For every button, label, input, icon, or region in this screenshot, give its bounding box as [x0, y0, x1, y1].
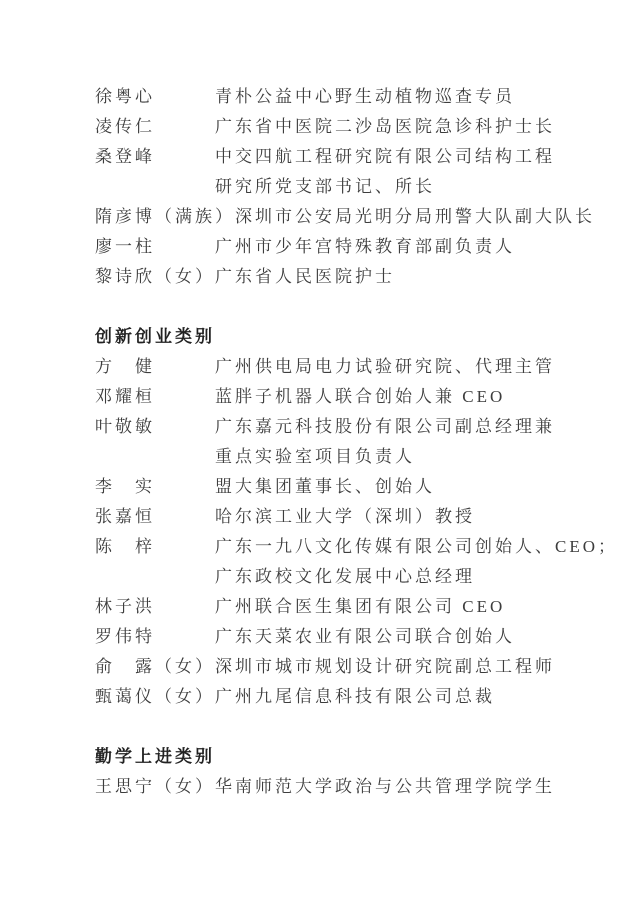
person-title-line: 广东天菜农业有限公司联合创始人	[215, 627, 515, 646]
category-section	[95, 82, 625, 292]
person-title-line: 深圳市公安局光明分局刑警大队副大队长	[235, 207, 595, 226]
person-title	[215, 382, 625, 412]
person-title	[215, 472, 625, 502]
person-title-line: 盟大集团董事长、创始人	[215, 477, 435, 496]
roster-entry	[95, 622, 625, 652]
person-title	[215, 532, 625, 592]
roster-entry	[95, 232, 625, 262]
person-title-line: 广州市少年宫特殊教育部副负责人	[215, 237, 515, 256]
roster-entry	[95, 652, 625, 682]
person-title-line: 广州联合医生集团有限公司 CEO	[215, 597, 506, 616]
roster-entry	[95, 112, 625, 142]
person-title	[215, 682, 625, 712]
person-name: 陈 梓	[95, 537, 155, 556]
person-name: 林子洪	[95, 597, 155, 616]
roster-entry	[95, 142, 625, 202]
person-name: 俞 露（女）	[95, 657, 215, 676]
roster-entry	[95, 592, 625, 622]
person-title-line: 广东一九八文化传媒有限公司创始人、CEO；	[215, 537, 618, 556]
person-title	[235, 202, 625, 232]
person-title	[215, 592, 625, 622]
person-title	[215, 622, 625, 652]
person-title-line: 中交四航工程研究院有限公司结构工程	[215, 147, 555, 166]
person-title	[215, 262, 625, 292]
person-name: 隋彦博（满族）	[95, 207, 235, 226]
category-header: 勤学上进类别	[95, 747, 215, 766]
person-title-line: 重点实验室项目负责人	[215, 447, 415, 466]
person-title-line: 深圳市城市规划设计研究院副总工程师	[215, 657, 555, 676]
roster-entry	[95, 412, 625, 472]
person-name: 凌传仁	[95, 117, 155, 136]
roster-entry	[95, 262, 625, 292]
person-title-line: 青朴公益中心野生动植物巡查专员	[215, 87, 515, 106]
person-title-line: 广东嘉元科技股份有限公司副总经理兼	[215, 417, 555, 436]
person-title-line: 广州九尾信息科技有限公司总裁	[215, 687, 495, 706]
roster-entry	[95, 382, 625, 412]
person-name: 邓耀桓	[95, 387, 155, 406]
person-name: 王思宁（女）	[95, 777, 215, 796]
award-roster	[95, 82, 625, 802]
person-title	[215, 352, 625, 382]
person-name: 廖一柱	[95, 237, 155, 256]
roster-entry	[95, 82, 625, 112]
person-name: 张嘉恒	[95, 507, 155, 526]
roster-entry	[95, 502, 625, 532]
person-title-line: 哈尔滨工业大学（深圳）教授	[215, 507, 475, 526]
roster-entry	[95, 532, 625, 592]
person-name: 方 健	[95, 357, 155, 376]
person-title	[215, 142, 625, 202]
person-title-line: 研究所党支部书记、所长	[215, 177, 435, 196]
roster-entry	[95, 352, 625, 382]
roster-entry	[95, 202, 625, 232]
person-name: 叶敬敏	[95, 417, 155, 436]
person-title	[215, 652, 625, 682]
person-name: 桑登峰	[95, 147, 155, 166]
person-name: 罗伟特	[95, 627, 155, 646]
person-title	[215, 112, 625, 142]
person-name: 徐粤心	[95, 87, 155, 106]
person-title-line: 广东省人民医院护士	[215, 267, 395, 286]
person-title-line: 华南师范大学政治与公共管理学院学生	[215, 777, 555, 796]
roster-entry	[95, 772, 625, 802]
person-name: 甄蔼仪（女）	[95, 687, 215, 706]
person-title	[215, 502, 625, 532]
person-name: 李 实	[95, 477, 155, 496]
person-title-line: 广东政校文化发展中心总经理	[215, 567, 475, 586]
roster-entry	[95, 472, 625, 502]
category-section	[95, 322, 625, 712]
category-header: 创新创业类别	[95, 327, 215, 346]
person-title	[215, 82, 625, 112]
person-title	[215, 412, 625, 472]
person-title-line: 广州供电局电力试验研究院、代理主管	[215, 357, 555, 376]
category-section	[95, 742, 625, 802]
person-name: 黎诗欣（女）	[95, 267, 215, 286]
person-title-line: 蓝胖子机器人联合创始人兼 CEO	[215, 387, 506, 406]
person-title	[215, 772, 625, 802]
person-title	[215, 232, 625, 262]
person-title-line: 广东省中医院二沙岛医院急诊科护士长	[215, 117, 555, 136]
roster-entry	[95, 682, 625, 712]
